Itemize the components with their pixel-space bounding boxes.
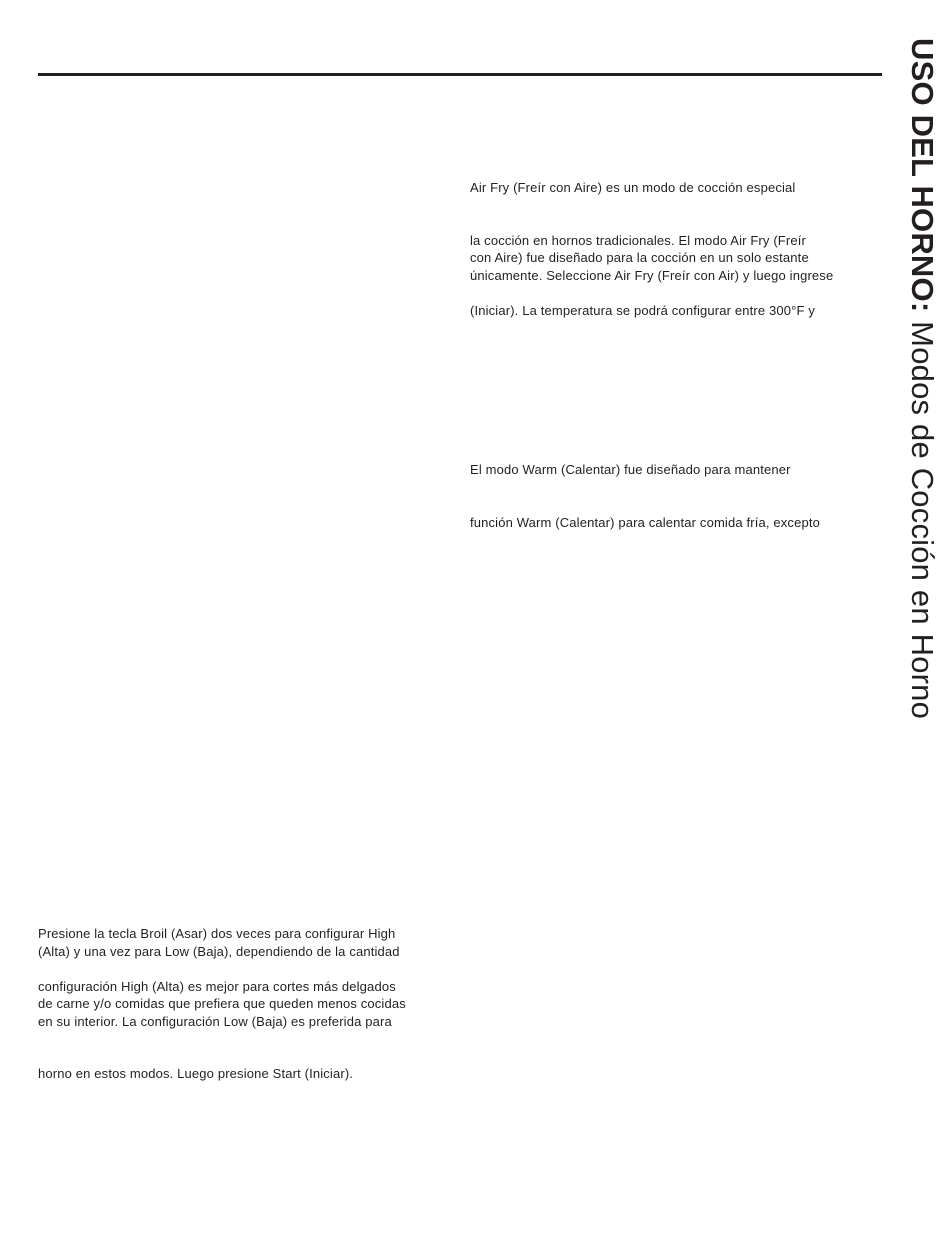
- broil-line: de carne y/o comidas que prefiera que queden menos cocidas: [38, 996, 406, 1011]
- section-title-text: [902, 38, 942, 748]
- section-title-subtitle: Modos de Cocción en Horno: [905, 312, 940, 720]
- air-fry-line: (Iniciar). La temperatura se podrá configurar entre 300°F y: [470, 302, 815, 318]
- warm-paragraph: [470, 461, 820, 531]
- broil-line: configuración High (Alta) es mejor para cortes más delgados: [38, 978, 396, 994]
- broil-paragraph: [38, 925, 406, 1083]
- warm-line: El modo Warm (Calentar) fue diseñado para mantener: [470, 462, 791, 477]
- section-title-bold: USO DEL HORNO:: [905, 38, 940, 313]
- broil-line: en su interior. La configuración Low (Baja) es preferida para: [38, 1013, 392, 1029]
- air-fry-line: con Aire) fue diseñado para la cocción en un solo estante: [470, 250, 809, 265]
- broil-line: (Alta) y una vez para Low (Baja), dependiendo de la cantidad: [38, 943, 400, 959]
- broil-line: Presione la tecla Broil (Asar) dos veces para configurar High: [38, 926, 396, 941]
- header-rule: [38, 73, 882, 76]
- section-title: [902, 38, 942, 748]
- air-fry-paragraph: [470, 179, 833, 319]
- air-fry-line: la cocción en hornos tradicionales. El modo Air Fry (Freír: [470, 232, 806, 248]
- air-fry-line: únicamente. Seleccione Air Fry (Freír con Air) y luego ingrese: [470, 267, 834, 283]
- warm-line: función Warm (Calentar) para calentar comida fría, excepto: [470, 514, 820, 530]
- broil-line: horno en estos modos. Luego presione Start (Iniciar).: [38, 1066, 354, 1081]
- air-fry-line: Air Fry (Freír con Aire) es un modo de cocción especial: [470, 180, 796, 195]
